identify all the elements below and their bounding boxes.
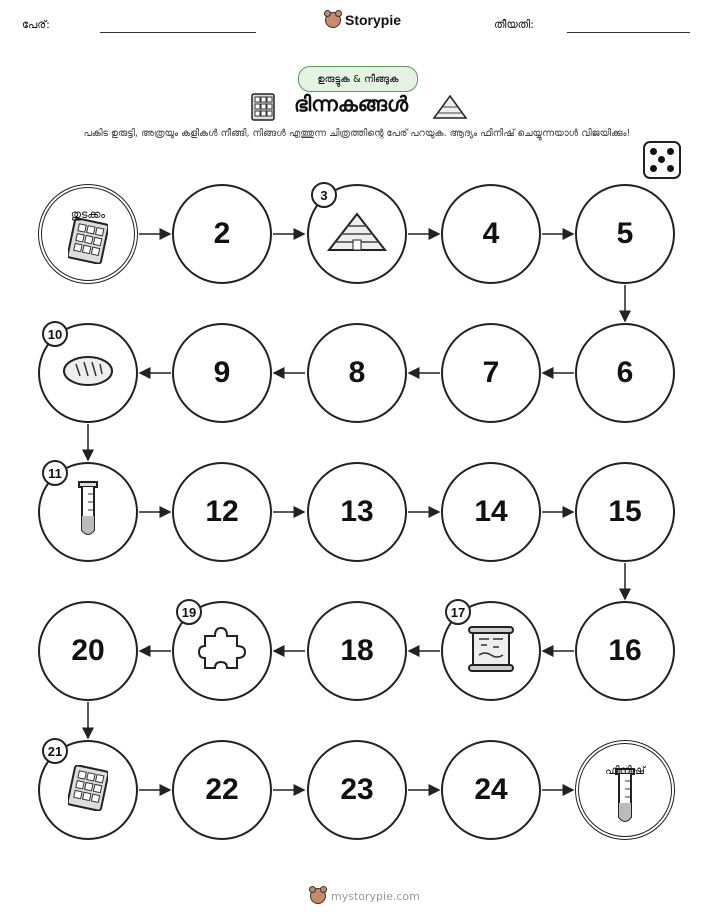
cell-number: 24 xyxy=(474,773,508,806)
name-label: പേര്: xyxy=(22,18,50,31)
board-cell-3 xyxy=(307,184,407,284)
board-cell-4 xyxy=(441,184,541,284)
cell-number: 12 xyxy=(205,495,239,528)
board-cell-18 xyxy=(307,601,407,701)
board-cell-7 xyxy=(441,323,541,423)
board-cell-22 xyxy=(172,740,272,840)
cell-number: 8 xyxy=(348,356,366,389)
test-tube-icon xyxy=(76,480,100,544)
board-cell-14 xyxy=(441,462,541,562)
footer xyxy=(310,888,420,904)
board-cell-19 xyxy=(172,601,272,701)
cell-number: 20 xyxy=(71,634,105,667)
cell-number: 15 xyxy=(608,495,642,528)
cell-number-badge: 11 xyxy=(42,460,68,486)
board-cell-5 xyxy=(575,184,675,284)
puzzle-icon xyxy=(197,624,247,678)
page-title: ഭിന്നകങ്ങൾ xyxy=(294,92,409,116)
cell-number-badge: 3 xyxy=(311,182,337,208)
bear-icon xyxy=(310,888,326,904)
cell-number: 7 xyxy=(482,356,500,389)
board-cell-24 xyxy=(441,740,541,840)
board-cell-21 xyxy=(38,740,138,840)
cell-number: 13 xyxy=(340,495,374,528)
cell-number: 4 xyxy=(482,217,500,250)
cell-number: 14 xyxy=(474,495,508,528)
board-cell-12 xyxy=(172,462,272,562)
start-label: തുടക്കം xyxy=(70,208,106,221)
board-cell-6 xyxy=(575,323,675,423)
pyramid-icon xyxy=(325,210,389,258)
board-cell-16 xyxy=(575,601,675,701)
cell-number: 5 xyxy=(616,217,634,250)
cell-number: 23 xyxy=(340,773,374,806)
board-cell-2 xyxy=(172,184,272,284)
cell-number-badge: 19 xyxy=(176,599,202,625)
chocolate-icon xyxy=(68,218,108,268)
cell-number: 16 xyxy=(608,634,642,667)
cell-number: 6 xyxy=(616,356,634,389)
activity-badge: ഉരുട്ടുക & നീങ്ങുക xyxy=(298,66,418,92)
board-cell-13 xyxy=(307,462,407,562)
cell-number: 22 xyxy=(205,773,239,806)
cell-number-badge: 21 xyxy=(42,738,68,764)
board-cell-23 xyxy=(307,740,407,840)
cell-number-badge: 17 xyxy=(445,599,471,625)
board-cell-11 xyxy=(38,462,138,562)
bread-icon xyxy=(62,354,114,392)
board-cell-25 xyxy=(575,740,675,840)
board-cell-1 xyxy=(38,184,138,284)
board-cell-9 xyxy=(172,323,272,423)
cell-number: 9 xyxy=(213,356,231,389)
instructions: പകിട ഉരുട്ടി, അത്രയും കളികൾ നീങ്ങി, നിങ്ങൾ എത്തുന്ന ചിത്രത്തിന്റെ പേര് പറയുക. ആദ്യം ഫിനിഷ് ചെയ്യുന്നയാൾ വിജയിക്കും! xyxy=(83,128,631,139)
date-label: തീയതി: xyxy=(494,18,534,31)
board-cell-20 xyxy=(38,601,138,701)
finish-label: ഫിനിഷ് xyxy=(605,764,645,777)
scroll-icon xyxy=(465,625,517,677)
board-cell-17 xyxy=(441,601,541,701)
chocolate-icon xyxy=(68,765,108,815)
brand-logo: Storypie xyxy=(325,12,401,28)
footer-url[interactable]: mystorypie.com xyxy=(331,889,420,903)
cell-number: 18 xyxy=(340,634,374,667)
cell-number-badge: 10 xyxy=(42,321,68,347)
cell-number: 2 xyxy=(213,217,231,250)
board-cell-15 xyxy=(575,462,675,562)
board-cell-8 xyxy=(307,323,407,423)
board-cell-10 xyxy=(38,323,138,423)
